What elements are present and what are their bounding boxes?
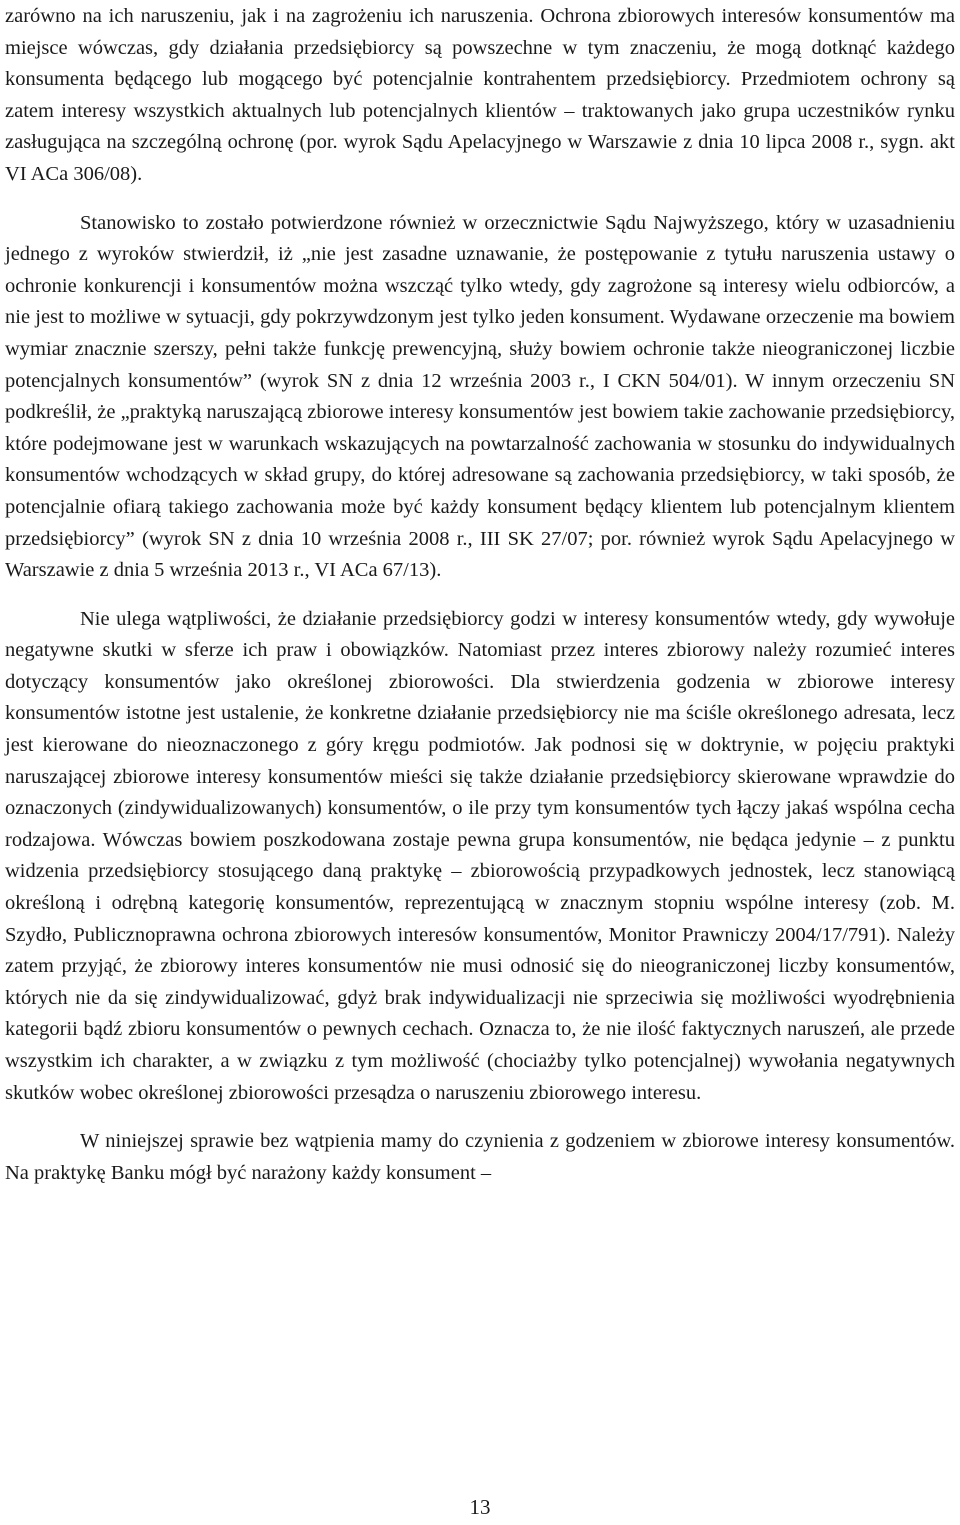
paragraph-continued: zarówno na ich naruszeniu, jak i na zagrożeniu ich naruszenia. Ochrona zbiorowych interesów konsumentów ma miejsce wówczas, gdy działania przedsiębiorcy są powszechne w tym znaczeniu, że mogą dotknąć każdego konsumenta będącego lub mogącego być potencjalnie kontrahentem przedsiębiorcy. Przedmiotem ochrony są zatem interesy wszystkich aktualnych lub potencjalnych klientów – traktowanych jako grupa uczestników rynku zasługująca na szczególną ochronę (por. wyrok Sądu Apelacyjnego w Warszawie z dnia 10 lipca 2008 r., sygn. akt VI ACa 306/08).: [5, 5, 955, 185]
page-number: 13: [469, 1495, 491, 1519]
body-text: [5, 1, 955, 1189]
paragraph-collective-interest: Nie ulega wątpliwości, że działanie przedsiębiorcy godzi w interesy konsumentów wtedy, gdy wywołuje negatywne skutki w sferze ich praw i obowiązków. Natomiast przez interes zbiorowy należy rozumieć interes dotyczący konsumentów jako określonej zbiorowości. Dla stwierdzenia godzenia w zbiorowe interesy konsumentów istotne jest ustalenie, że konkretne działanie przedsiębiorcy nie ma ściśle określonego adresata, lecz jest kierowane do nieoznaczonego z góry kręgu podmiotów. Jak podnosi się w doktrynie, w pojęciu praktyki naruszającej zbiorowe interesy konsumentów mieści się także działanie przedsiębiorcy skierowane wprawdzie do oznaczonych (zindywidualizowanych) konsumentów, o ile przy tym konsumentów tych łączy jakaś wspólna cecha rodzajowa. Wówczas bowiem poszkodowana zostaje pewna grupa konsumentów, nie będąca jedynie – z punktu widzenia przedsiębiorcy stosującego daną praktykę – zbiorowością przypadkowych jednostek, lecz stanowiącą określoną i odrębną kategorię konsumentów, reprezentującą w znacznym stopniu wspólne interesy (zob. M. Szydło, Publicznoprawna ochrona zbiorowych interesów konsumentów, Monitor Prawniczy 2004/17/791). Należy zatem przyjąć, że zbiorowy interes konsumentów nie musi odnosić się do nieograniczonej liczby konsumentów, których nie da się zindywidualizować, gdyż brak indywidualizacji nie sprzeciwia się możliwości wyodrębnienia kategorii bądź zbioru konsumentów o pewnych cechach. Oznacza to, że nie ilość faktycznych naruszeń, ale przede wszystkim ich charakter, a w związku z tym możliwość (chociażby tylko potencjalnej) wywołania negatywnych skutków wobec określonej zbiorowości przesądza o naruszeniu zbiorowego interesu.: [5, 607, 955, 1104]
paragraph-present-case: W niniejszej sprawie bez wątpienia mamy do czynienia z godzeniem w zbiorowe interesy konsumentów. Na praktykę Banku mógł być narażony każdy konsument –: [5, 1130, 955, 1184]
paragraph-supreme-court-position: Stanowisko to zostało potwierdzone również w orzecznictwie Sądu Najwyższego, który w uzasadnieniu jednego z wyroków stwierdził, iż „nie jest zasadne uznawanie, że postępowanie z tytułu naruszenia ustawy o ochronie konkurencji i konsumentów można wszcząć tylko wtedy, gdy zagrożone są interesy wielu odbiorców, a nie jest to możliwe w sytuacji, gdy pokrzywdzonym jest tylko jeden konsument. Wydawane orzeczenie ma bowiem wymiar znacznie szerszy, pełni także funkcję prewencyjną, służy bowiem ochronie także nieograniczonej liczbie potencjalnych konsumentów” (wyrok SN z dnia 12 września 2003 r., I CKN 504/01). W innym orzeczeniu SN podkreślił, że „praktyką naruszającą zbiorowe interesy konsumentów jest bowiem takie zachowanie przedsiębiorcy, które podejmowane jest w warunkach wskazujących na powtarzalność zachowania w stosunku do indywidualnych konsumentów wchodzących w skład grupy, do której adresowane są zachowania przedsiębiorcy, w taki sposób, że potencjalnie ofiarą takiego zachowania może być każdy konsument będący klientem lub potencjalnym klientem przedsiębiorcy” (wyrok SN z dnia 10 września 2008 r., III SK 27/07; por. również wyrok Sądu Apelacyjnego w Warszawie z dnia 5 września 2013 r., VI ACa 67/13).: [5, 211, 955, 582]
